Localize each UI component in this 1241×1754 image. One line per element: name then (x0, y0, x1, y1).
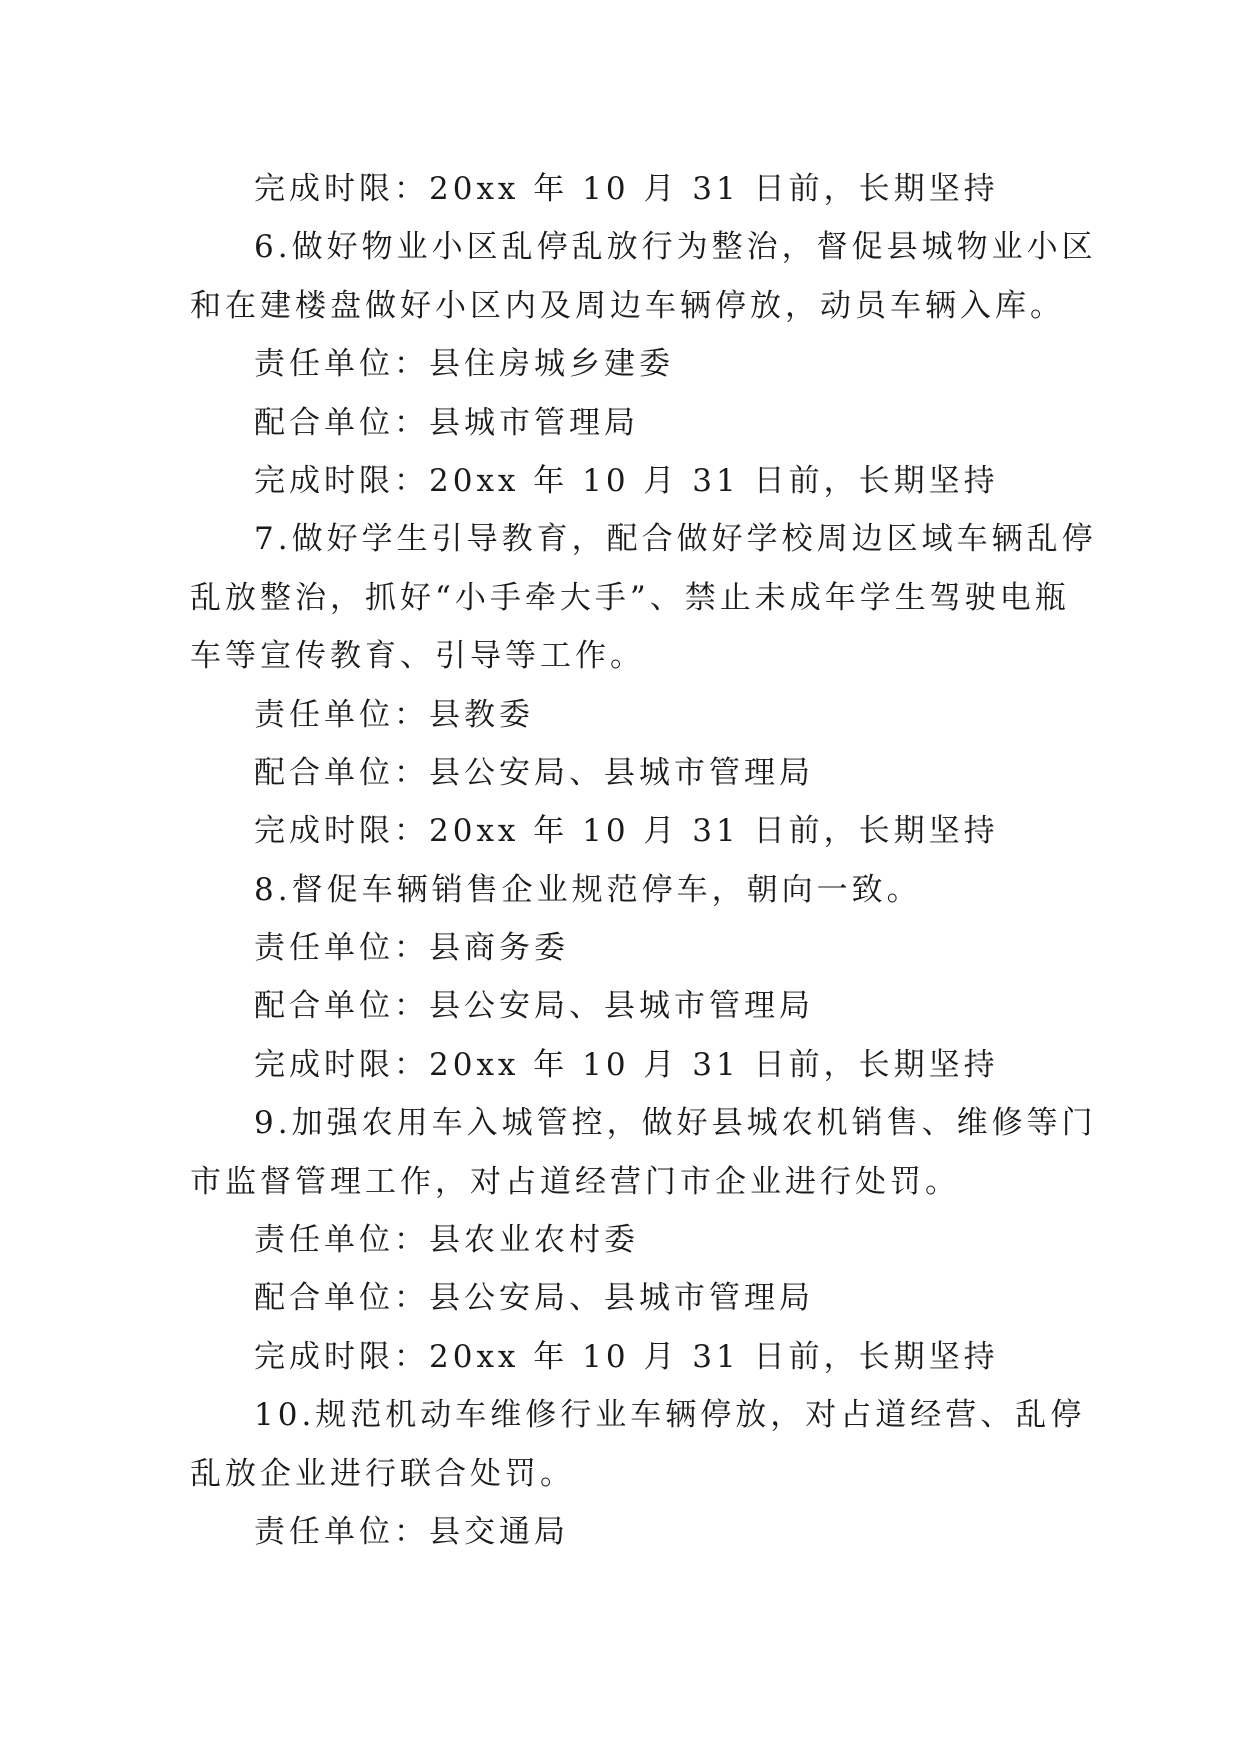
deadline-line: 完成时限：20xx 年 10 月 31 日前，长期坚持 (254, 462, 999, 499)
item-6-paragraph-line: 6.做好物业小区乱停乱放行为整治，督促县城物业小区 (254, 229, 1097, 266)
cooperating-unit-line: 配合单位：县公安局、县城市管理局 (254, 988, 814, 1025)
deadline-line: 完成时限：20xx 年 10 月 31 日前，长期坚持 (254, 813, 999, 850)
deadline-line: 完成时限：20xx 年 10 月 31 日前，长期坚持 (254, 171, 999, 207)
item-7-paragraph-line: 车等宣传教育、引导等工作。 (190, 638, 645, 675)
responsible-unit-line: 责任单位：县教委 (254, 696, 534, 733)
responsible-unit-line: 责任单位：县住房城乡建委 (254, 346, 674, 383)
cooperating-unit-line: 配合单位：县公安局、县城市管理局 (254, 754, 814, 791)
item-8-paragraph-line: 8.督促车辆销售企业规范停车，朝向一致。 (254, 871, 922, 908)
item-10-paragraph-line: 10.规范机动车维修行业车辆停放，对占道经营、乱停 (254, 1397, 1086, 1434)
responsible-unit-line: 责任单位：县农业农村委 (254, 1222, 639, 1259)
item-6-paragraph-line: 和在建楼盘做好小区内及周边车辆停放，动员车辆入库。 (190, 287, 1065, 324)
deadline-line: 完成时限：20xx 年 10 月 31 日前，长期坚持 (254, 1338, 999, 1375)
responsible-unit-line: 责任单位：县商务委 (254, 930, 569, 967)
item-9-paragraph-line: 9.加强农用车入城管控，做好县城农机销售、维修等门 (254, 1105, 1097, 1142)
cooperating-unit-line: 配合单位：县公安局、县城市管理局 (254, 1280, 814, 1317)
item-10-paragraph-line: 乱放企业进行联合处罚。 (190, 1455, 575, 1492)
document-body (190, 160, 1097, 1561)
cooperating-unit-line: 配合单位：县城市管理局 (254, 404, 639, 441)
item-9-paragraph-line: 市监督管理工作，对占道经营门市企业进行处罚。 (190, 1163, 960, 1200)
item-7-paragraph-line: 乱放整治，抓好“小手牵大手”、禁止未成年学生驾驶电瓶 (190, 579, 1070, 616)
responsible-unit-line: 责任单位：县交通局 (254, 1513, 569, 1550)
deadline-line: 完成时限：20xx 年 10 月 31 日前，长期坚持 (254, 1046, 999, 1083)
item-7-paragraph-line: 7.做好学生引导教育，配合做好学校周边区域车辆乱停 (254, 521, 1097, 558)
